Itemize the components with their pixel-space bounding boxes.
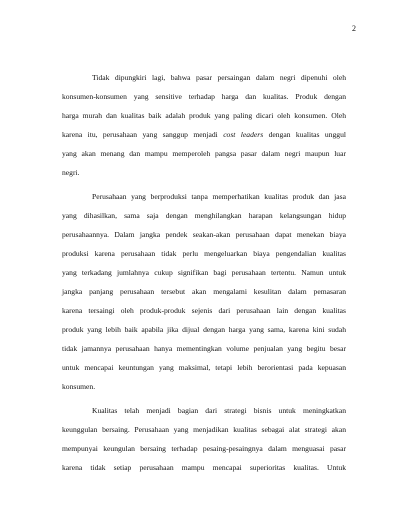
paragraph-line: produk yang lebih baik apabila jika dijual dengan harga yang sama, karena kini sudah — [62, 325, 346, 334]
paragraph-line: perusahaannya. Dalam jangka pendek seakan-akan perusahaan dapat menekan biaya — [62, 230, 346, 239]
paragraph-line: Tidak dipungkiri lagi, bahwa pasar persaingan dalam negri dipenuhi oleh — [92, 73, 346, 82]
paragraph-line: harga murah dan kualitas baik adalah produk yang paling dicari oleh konsumen. Oleh — [62, 111, 346, 120]
paragraph-3 — [62, 401, 346, 477]
paragraph-line: karena tidak setiap perusahaan mampu mencapai superioritas kualitas. Untuk — [62, 463, 346, 472]
italic-term: cost leaders — [223, 130, 264, 139]
paragraph-line: untuk mencapai keuntungan yang maksimal, tetapi lebih berorientasi pada kepuasan — [62, 363, 346, 372]
paragraph-line: yang akan menang dan mampu memperoleh pangsa pasar dalam negri maupun luar — [62, 149, 346, 158]
paragraph-line: mempunyai keungulan bersaing terhadap pesaing-pesaingnya dalam menguasai pasar — [62, 444, 346, 453]
page-number: 2 — [352, 24, 356, 33]
paragraph-line: Kualitas telah menjadi bagian dari strategi bisnis untuk meningkatkan — [92, 406, 346, 415]
paragraph-line: karena tersaingi oleh produk-produk sejenis dari perusahaan lain dengan kualitas — [62, 306, 346, 315]
paragraph-line: tidak jamannya perusahaan hanya mementingkan volume penjualan yang begitu besar — [62, 344, 346, 353]
paragraph-line: keunggulan bersaing. Perusahaan yang menjadikan kualitas sebagai alat strategi akan — [62, 425, 346, 434]
paragraph-line: konsumen-konsumen yang sensitive terhadap harga dan kualitas. Produk dengan — [62, 92, 346, 101]
paragraph-line: Perusahaan yang berproduksi tanpa memperhatikan kualitas produk dan jasa — [92, 192, 346, 201]
paragraph-line: yang terkadang jumlahnya cukup signifikan bagi perusahaan tertentu. Namun untuk — [62, 268, 346, 277]
paragraph-2 — [62, 187, 346, 396]
line-text: dengan kualitas unggul — [263, 130, 346, 139]
paragraph-1 — [62, 68, 346, 182]
paragraph-line-with-italic — [62, 125, 346, 144]
line-text: karena itu, perusahaan yang sanggup menjadi — [62, 130, 224, 139]
paragraph-line: jangka panjang perusahaan tersebut akan mengalami kesulitan dalam pemasaran — [62, 287, 346, 296]
paragraph-line: produksi karena perusahaan tidak perlu mengeluarkan biaya pengendalian kualitas — [62, 249, 346, 258]
paragraph-line: yang dihasilkan, sama saja dengan menghilangkan harapan kelangsungan hidup — [62, 211, 346, 220]
paragraph-line: konsumen. — [62, 382, 96, 391]
paragraph-line: negri. — [62, 168, 80, 177]
body-text — [62, 68, 346, 482]
